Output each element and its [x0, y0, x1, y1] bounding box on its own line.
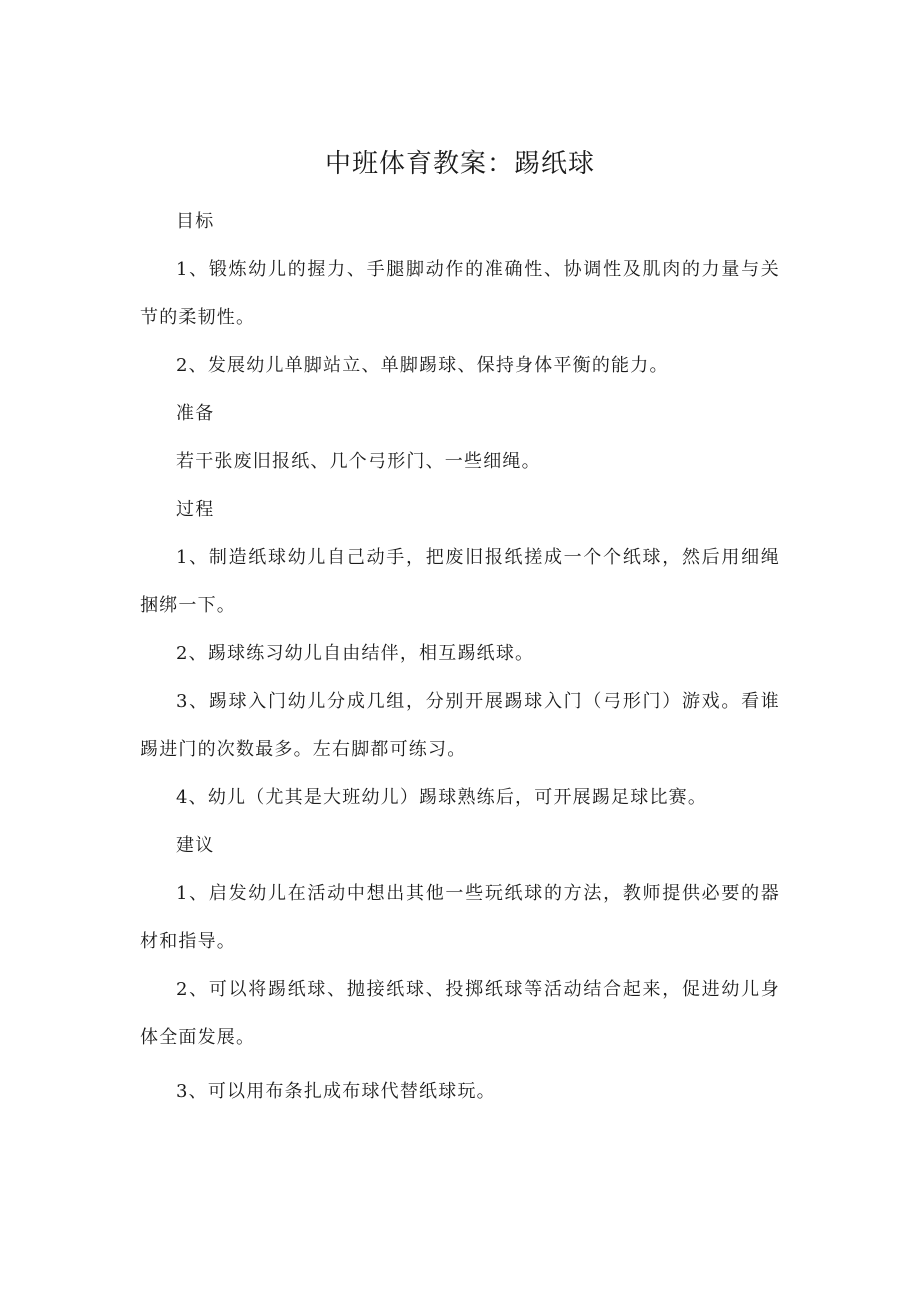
paragraph-suggestion-3: 3、可以用布条扎成布球代替纸球玩。 [176, 1081, 496, 1102]
paragraph-process-1: 1、制造纸球幼儿自己动手，把废旧报纸搓成一个个纸球，然后用细绳捆绑一下。 [140, 547, 780, 616]
section-heading-suggestions: 建议 [176, 835, 215, 856]
paragraph-preparation: 若干张废旧报纸、几个弓形门、一些细绳。 [176, 451, 541, 472]
document-body [140, 198, 780, 1116]
paragraph-process-2: 2、踢球练习幼儿自由结伴，相互踢纸球。 [176, 643, 535, 664]
paragraph-process-4: 4、幼儿（尤其是大班幼儿）踢球熟练后，可开展踢足球比赛。 [176, 787, 708, 808]
section-heading-goals: 目标 [176, 211, 215, 232]
paragraph-goal-1: 1、锻炼幼儿的握力、手腿脚动作的准确性、协调性及肌肉的力量与关节的柔韧性。 [140, 259, 780, 328]
paragraph-goal-2: 2、发展幼儿单脚站立、单脚踢球、保持身体平衡的能力。 [176, 355, 669, 376]
paragraph-suggestion-2: 2、可以将踢纸球、抛接纸球、投掷纸球等活动结合起来，促进幼儿身体全面发展。 [140, 979, 780, 1048]
section-heading-process: 过程 [176, 499, 215, 520]
paragraph-process-3: 3、踢球入门幼儿分成几组，分别开展踢球入门（弓形门）游戏。看谁踢进门的次数最多。左右脚都可练习。 [140, 691, 780, 760]
paragraph-suggestion-1: 1、启发幼儿在活动中想出其他一些玩纸球的方法，教师提供必要的器材和指导。 [140, 883, 780, 952]
document-title: 中班体育教案：踢纸球 [324, 149, 595, 179]
section-heading-preparation: 准备 [176, 403, 215, 424]
